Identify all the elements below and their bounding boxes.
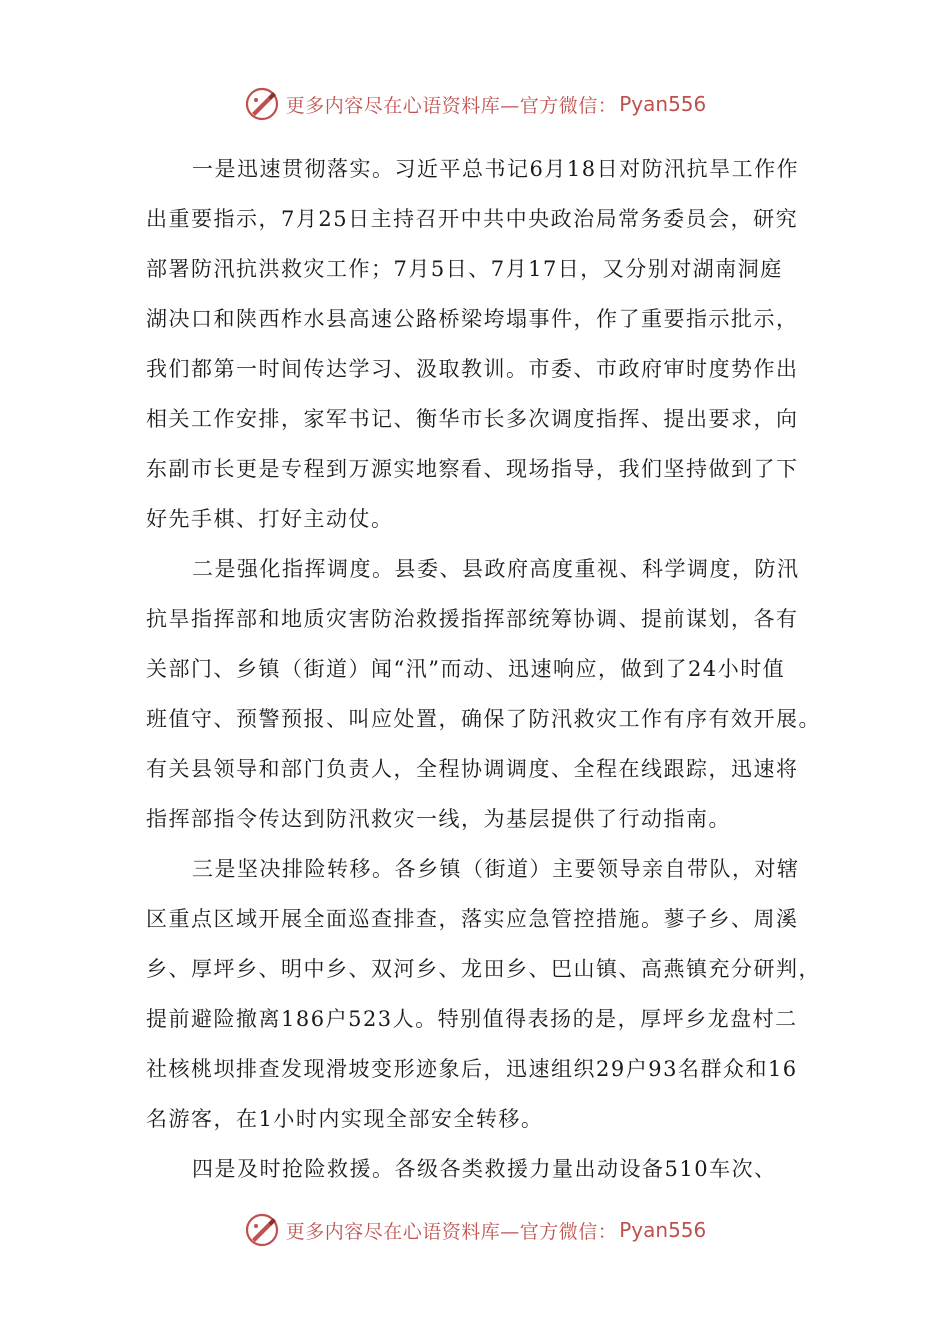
text-line: 好先手棋、打好主动仗。 bbox=[146, 507, 394, 531]
text-line: 湖决口和陕西柞水县高速公路桥梁垮塌事件，作了重要指示批示， bbox=[146, 307, 799, 331]
text-line: 三是坚决排险转移。各乡镇（街道）主要领导亲自带队，对辖 bbox=[192, 857, 800, 881]
pen-logo-icon bbox=[244, 86, 280, 122]
text-line: 一是迅速贯彻落实。习近平总书记6月18日对防汛抗旱工作作 bbox=[192, 157, 800, 181]
text-line: 指挥部指令传达到防汛救灾一线，为基层提供了行动指南。 bbox=[146, 807, 731, 831]
text-line: 出重要指示，7月25日主持召开中共中央政治局常务委员会，研究 bbox=[146, 207, 799, 231]
paragraph-3 bbox=[146, 844, 822, 1144]
paragraph-2 bbox=[146, 544, 822, 844]
header-banner bbox=[0, 82, 950, 126]
banner-slogan: 更多内容尽在心语资料库—官方微信： bbox=[285, 94, 618, 117]
text-line: 关部门、乡镇（街道）闻“汛”而动、迅速响应，做到了24小时值 bbox=[146, 657, 786, 681]
text-line: 提前避险撤离186户523人。特别值得表扬的是，厚坪乡龙盘村二 bbox=[146, 1007, 798, 1031]
wechat-account: Pyan556 bbox=[619, 92, 707, 116]
text-line: 有关县领导和部门负责人，全程协调调度、全程在线跟踪，迅速将 bbox=[146, 757, 799, 781]
document-body bbox=[146, 144, 822, 1194]
text-line: 相关工作安排，家军书记、衡华市长多次调度指挥、提出要求，向 bbox=[146, 407, 799, 431]
text-line: 东副市长更是专程到万源实地察看、现场指导，我们坚持做到了下 bbox=[146, 457, 799, 481]
text-line: 区重点区域开展全面巡查排查，落实应急管控措施。蓼子乡、周溪 bbox=[146, 907, 799, 931]
text-line: 乡、厚坪乡、明中乡、双河乡、龙田乡、巴山镇、高燕镇充分研判， bbox=[146, 957, 821, 981]
text-line: 班值守、预警预报、叫应处置，确保了防汛救灾工作有序有效开展。 bbox=[146, 707, 821, 731]
pen-logo-icon bbox=[244, 1212, 280, 1248]
paragraph-1 bbox=[146, 144, 822, 544]
text-line: 二是强化指挥调度。县委、县政府高度重视、科学调度，防汛 bbox=[192, 557, 800, 581]
text-line: 我们都第一时间传达学习、汲取教训。市委、市政府审时度势作出 bbox=[146, 357, 799, 381]
text-line: 四是及时抢险救援。各级各类救援力量出动设备510车次、 bbox=[192, 1157, 777, 1181]
wechat-account: Pyan556 bbox=[619, 1218, 707, 1242]
text-line: 抗旱指挥部和地质灾害防治救援指挥部统筹协调、提前谋划，各有 bbox=[146, 607, 799, 631]
text-line: 名游客，在1小时内实现全部安全转移。 bbox=[146, 1107, 544, 1131]
footer-banner bbox=[0, 1208, 950, 1252]
banner-slogan: 更多内容尽在心语资料库—官方微信： bbox=[285, 1220, 618, 1243]
text-line: 部署防汛抗洪救灾工作；7月5日、7月17日，又分别对湖南洞庭 bbox=[146, 257, 783, 281]
text-line: 社核桃坝排查发现滑坡变形迹象后，迅速组织29户93名群众和16 bbox=[146, 1057, 798, 1081]
paragraph-4 bbox=[146, 1144, 822, 1194]
